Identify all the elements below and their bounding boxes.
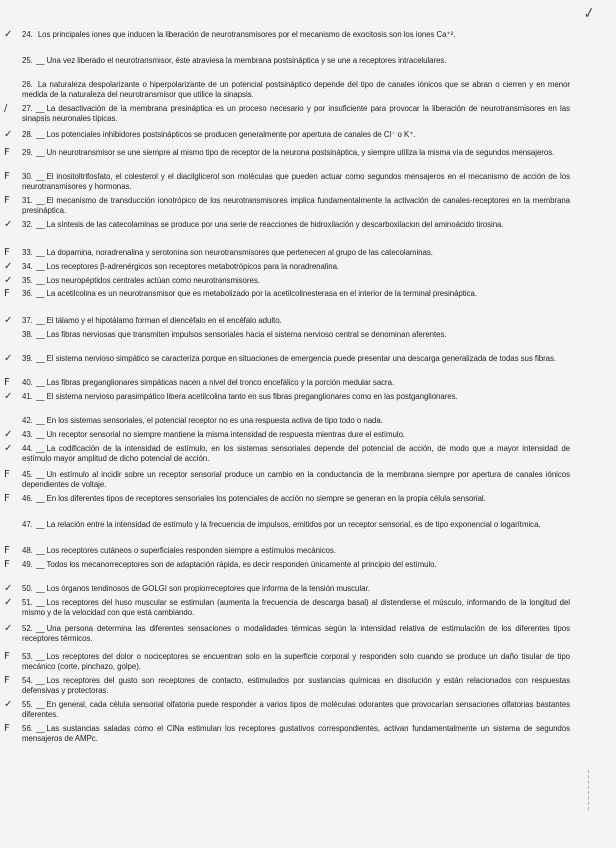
answer-mark: ✓ — [4, 443, 13, 454]
question-item — [4, 275, 570, 286]
question-item — [4, 29, 570, 40]
answer-blank: __ — [35, 289, 45, 298]
question-number: 45. — [22, 470, 33, 479]
question-number: 50. — [22, 584, 33, 593]
question-text: Todos los mecanorreceptores son de adaptación rápida, es decir responden únicamente al principio del estímulo. — [46, 560, 437, 569]
question-text: Un neurotransmisor se une siempre al mismo tipo de receptor de la neurona postsináptica, y siempre utiliza la misma vía de segundos mensajeros. — [46, 148, 555, 157]
margin-scribble — [588, 770, 591, 810]
question-text: Los receptores del gusto son receptores de contacto, estimulados por sustancias químicas en disolución y están relacionados con respuestas defensivas y protectoras. — [22, 676, 570, 695]
answer-blank: __ — [35, 560, 45, 569]
question-number: 24. — [22, 30, 33, 39]
question-number: 25. — [22, 56, 33, 65]
answer-mark: F — [4, 247, 10, 258]
answer-mark: F — [4, 545, 10, 556]
question-number: 39. — [22, 354, 33, 363]
question-item — [4, 315, 570, 326]
answer-blank: __ — [35, 56, 45, 65]
answer-blank: __ — [35, 354, 45, 363]
answer-blank: __ — [35, 598, 45, 607]
answer-mark: F — [4, 675, 10, 686]
question-text: Los receptores del huso muscular se estimulan (aumenta la frecuencia de descarga basal) al distenderse el músculo, informando de la longitud del mismo y de la velocidad con que está cambiando. — [22, 598, 570, 617]
question-item — [4, 103, 570, 124]
question-item — [4, 195, 570, 216]
question-item — [22, 330, 570, 340]
question-item — [22, 56, 570, 66]
question-item — [4, 623, 570, 644]
answer-blank: __ — [35, 392, 45, 401]
answer-mark: ✓ — [4, 275, 13, 286]
handwritten-check-mark: ✓ — [581, 4, 598, 23]
question-text: El tálamo y el hipotálamo forman el diencéfalo en el encéfalo adulto. — [46, 316, 282, 325]
answer-blank: __ — [35, 624, 45, 633]
answer-blank: __ — [35, 196, 45, 205]
question-item — [4, 171, 570, 192]
question-item — [4, 443, 570, 464]
answer-blank: __ — [35, 416, 45, 425]
answer-blank: __ — [35, 470, 45, 479]
answer-mark: ✓ — [4, 623, 13, 634]
answer-mark: ✓ — [4, 597, 13, 608]
question-item — [4, 288, 570, 299]
question-text: Los receptores del dolor o nociceptores se encuentran solo en la superficie corporal y responden solo cuando se produce un daño tisular de tipo mecánico (corte, pinchazo, golpe). — [22, 652, 570, 671]
question-item — [4, 559, 570, 570]
answer-blank: __ — [35, 148, 45, 157]
question-text: La relación entre la intensidad de estímulo y la frecuencia de impulsos, emitidos por un receptor sensorial, es de tipo exponencial o logarítmica. — [46, 520, 541, 529]
question-item — [4, 651, 570, 672]
answer-mark: ✓ — [4, 315, 13, 326]
question-number: 33. — [22, 248, 33, 257]
question-text: Las fibras preganglionares simpáticas nacen a nivel del tronco encefálico y la porción medular sacra. — [46, 378, 395, 387]
answer-blank: __ — [35, 172, 45, 181]
answer-blank: __ — [35, 276, 45, 285]
answer-mark: ✓ — [4, 429, 13, 440]
question-number: 27. — [22, 104, 33, 113]
question-number: 53. — [22, 652, 33, 661]
question-text: La naturaleza despolarizante o hiperpolarizante de un potencial postsináptico depende del tipo de canales iónicos que se abran o cierren y en menor medida de la naturaleza del neurotransmisor que utilice la sinapsis. — [22, 80, 570, 99]
question-number: 26. — [22, 80, 33, 89]
question-text: El sistema nervioso parasimpático libera acetilcolina tanto en sus fibras preganglionares como en las postganglionares. — [46, 392, 458, 401]
question-number: 42. — [22, 416, 33, 425]
answer-mark: F — [4, 195, 10, 206]
question-number: 30. — [22, 172, 33, 181]
answer-mark: ✓ — [4, 353, 13, 364]
answer-blank: __ — [35, 652, 45, 661]
answer-blank: __ — [35, 676, 45, 685]
question-item — [4, 391, 570, 402]
answer-mark: ✓ — [4, 391, 13, 402]
question-number: 51. — [22, 598, 33, 607]
question-text: La codificación de la intensidad de estímulo, en los sistemas sensoriales depende del potencial de acción, de modo que a mayor intensidad de estímulo mayor amplitud de dicho potencial de acción. — [22, 444, 570, 463]
question-text: Los órganos tendinosos de GOLGI son propiorreceptores que informa de la tensión muscular. — [46, 584, 370, 593]
question-text: El sistema nervioso simpático se caracteriza porque en situaciones de emergencia puede presentar una descarga generalizada de todas sus fibras. — [46, 354, 557, 363]
answer-blank: __ — [35, 248, 45, 257]
question-item — [22, 520, 570, 530]
question-item — [22, 416, 570, 426]
answer-blank: __ — [35, 220, 45, 229]
answer-mark: F — [4, 493, 10, 504]
question-text: Los potenciales inhibidores postsinápticos se producen generalmente por apertura de canales de Cl⁻ o K⁺. — [46, 130, 416, 139]
question-number: 38. — [22, 330, 33, 339]
question-number: 40. — [22, 378, 33, 387]
question-text: Las sustancias saladas como el ClNa estimulan los receptores gustativos correspondientes, activan fundamentalmente un sistema de segundos mensajeros de AMPc. — [22, 724, 570, 743]
answer-mark: ✓ — [4, 219, 13, 230]
question-number: 48. — [22, 546, 33, 555]
question-item — [4, 147, 570, 158]
question-number: 41. — [22, 392, 33, 401]
question-item — [4, 699, 570, 720]
answer-mark: F — [4, 559, 10, 570]
question-text: Los receptores cutáneos o superficiales responden siempre a estímulos mecánicos. — [46, 546, 336, 555]
question-number: 43. — [22, 430, 33, 439]
answer-blank: __ — [35, 130, 45, 139]
question-text: Un receptor sensorial no siempre mantiene la misma intensidad de respuesta mientras dure el estímulo. — [46, 430, 406, 439]
question-item — [22, 80, 570, 100]
question-number: 28. — [22, 130, 33, 139]
question-number: 34. — [22, 262, 33, 271]
question-number: 47. — [22, 520, 33, 529]
answer-mark: ✓ — [4, 699, 13, 710]
answer-blank: __ — [35, 330, 45, 339]
question-number: 32. — [22, 220, 33, 229]
question-number: 29. — [22, 148, 33, 157]
question-text: La acetilcolina es un neurotransmisor que es metabolizado por la acetilcolinesterasa en el interior de la terminal presináptica. — [46, 289, 477, 298]
question-text: Los principales iones que inducen la liberación de neurotransmisores por el mecanismo de exocitosis son los iones Ca⁺². — [37, 30, 456, 39]
answer-mark: F — [4, 288, 10, 299]
question-item — [4, 469, 570, 490]
answer-blank: __ — [35, 444, 45, 453]
answer-blank: __ — [35, 546, 45, 555]
answer-mark: F — [4, 171, 10, 182]
question-text: Los receptores β-adrenérgicos son receptores metabotrópicos para la noradrenalina. — [46, 262, 340, 271]
question-text: Un estímulo al incidir sobre un receptor sensorial produce un cambio en la conductancia de la membrana siempre por apertura de canales iónicos dependientes de voltaje. — [22, 470, 570, 489]
answer-mark: ✓ — [4, 261, 13, 272]
answer-blank: __ — [35, 378, 45, 387]
question-number: 55. — [22, 700, 33, 709]
question-item — [4, 377, 570, 388]
question-item — [4, 675, 570, 696]
question-item — [4, 723, 570, 744]
question-item — [4, 247, 570, 258]
question-item — [4, 219, 570, 230]
question-number: 35. — [22, 276, 33, 285]
question-number: 46. — [22, 494, 33, 503]
question-text: En los sistemas sensoriales, el potencial receptor no es una respuesta activa de tipo todo o nada. — [46, 416, 383, 425]
answer-mark: ✓ — [4, 29, 13, 40]
question-number: 37. — [22, 316, 33, 325]
question-item — [4, 429, 570, 440]
question-number: 36. — [22, 289, 33, 298]
question-text: La desactivación de la membrana presináptica es un proceso necesario y por insuficiente para provocar la liberación de neurotransmisores en las sinapsis neuronales típicas. — [22, 104, 570, 123]
question-text: Las fibras nerviosas que transmiten impulsos sensoriales hacia el sistema nervioso central se denominan aferentes. — [46, 330, 447, 339]
answer-mark: ✓ — [4, 129, 13, 140]
answer-mark: F — [4, 469, 10, 480]
question-number: 49. — [22, 560, 33, 569]
answer-mark: F — [4, 377, 10, 388]
question-number: 44. — [22, 444, 33, 453]
question-text: El inositoltrifosfato, el colesterol y el diacilglicerol son moléculas que pueden actuar como segundos mensajeros en el mecanismo de acción de los neurotransmisores y hormonas. — [22, 172, 570, 191]
answer-blank: __ — [35, 520, 45, 529]
question-item — [4, 353, 570, 364]
question-item — [4, 261, 570, 272]
answer-blank: __ — [35, 724, 45, 733]
answer-blank: __ — [35, 104, 45, 113]
answer-blank: __ — [35, 494, 45, 503]
question-text: Los neuropéptidos centrales actúan como neurotransmisores. — [46, 276, 260, 285]
answer-blank: __ — [35, 316, 45, 325]
question-text: El mecanismo de transducción ionotrópico de los neurotransmisores implica fundamentalmente la activación de canales-receptores en la membrana presináptica. — [22, 196, 570, 215]
answer-mark: F — [4, 723, 10, 734]
question-item — [4, 597, 570, 618]
question-text: La dopamina, noradrenalina y serotonina son neurotransmisores que pertenecen al grupo de las catecolaminas. — [46, 248, 433, 257]
question-number: 52. — [22, 624, 33, 633]
question-item — [4, 493, 570, 504]
question-text: Una persona determina las diferentes sensaciones o modalidades térmicas según la intensidad relativa de estimulación de los diferentes tipos receptores térmicos. — [22, 624, 570, 643]
answer-mark: ✓ — [4, 583, 13, 594]
answer-blank: __ — [35, 700, 45, 709]
question-text: En general, cada célula sensorial olfatoria puede responder a varios tipos de moléculas odorantes que provocarían sensaciones olfatorias bastantes diferentes. — [22, 700, 570, 719]
question-number: 31. — [22, 196, 33, 205]
answer-mark: F — [4, 651, 10, 662]
question-text: Una vez liberado el neurotransmisor, éste atraviesa la membrana postsináptica y se une a receptores intracelulares. — [46, 56, 447, 65]
answer-blank: __ — [35, 262, 45, 271]
answer-mark: F — [4, 147, 10, 158]
answer-blank: __ — [35, 430, 45, 439]
question-item — [4, 129, 570, 140]
question-text: En los diferentes tipos de receptores sensoriales los potenciales de acción no siempre se generan en la propia célula sensorial. — [46, 494, 486, 503]
question-number: 54. — [22, 676, 33, 685]
question-text: La síntesis de las catecolaminas se produce por una serie de reacciones de hidroxilación y descarboxilacion del aminoácido tirosina. — [46, 220, 504, 229]
question-number: 56. — [22, 724, 33, 733]
question-item — [4, 583, 570, 594]
answer-mark: / — [4, 103, 8, 114]
answer-blank: __ — [35, 584, 45, 593]
question-item — [4, 545, 570, 556]
